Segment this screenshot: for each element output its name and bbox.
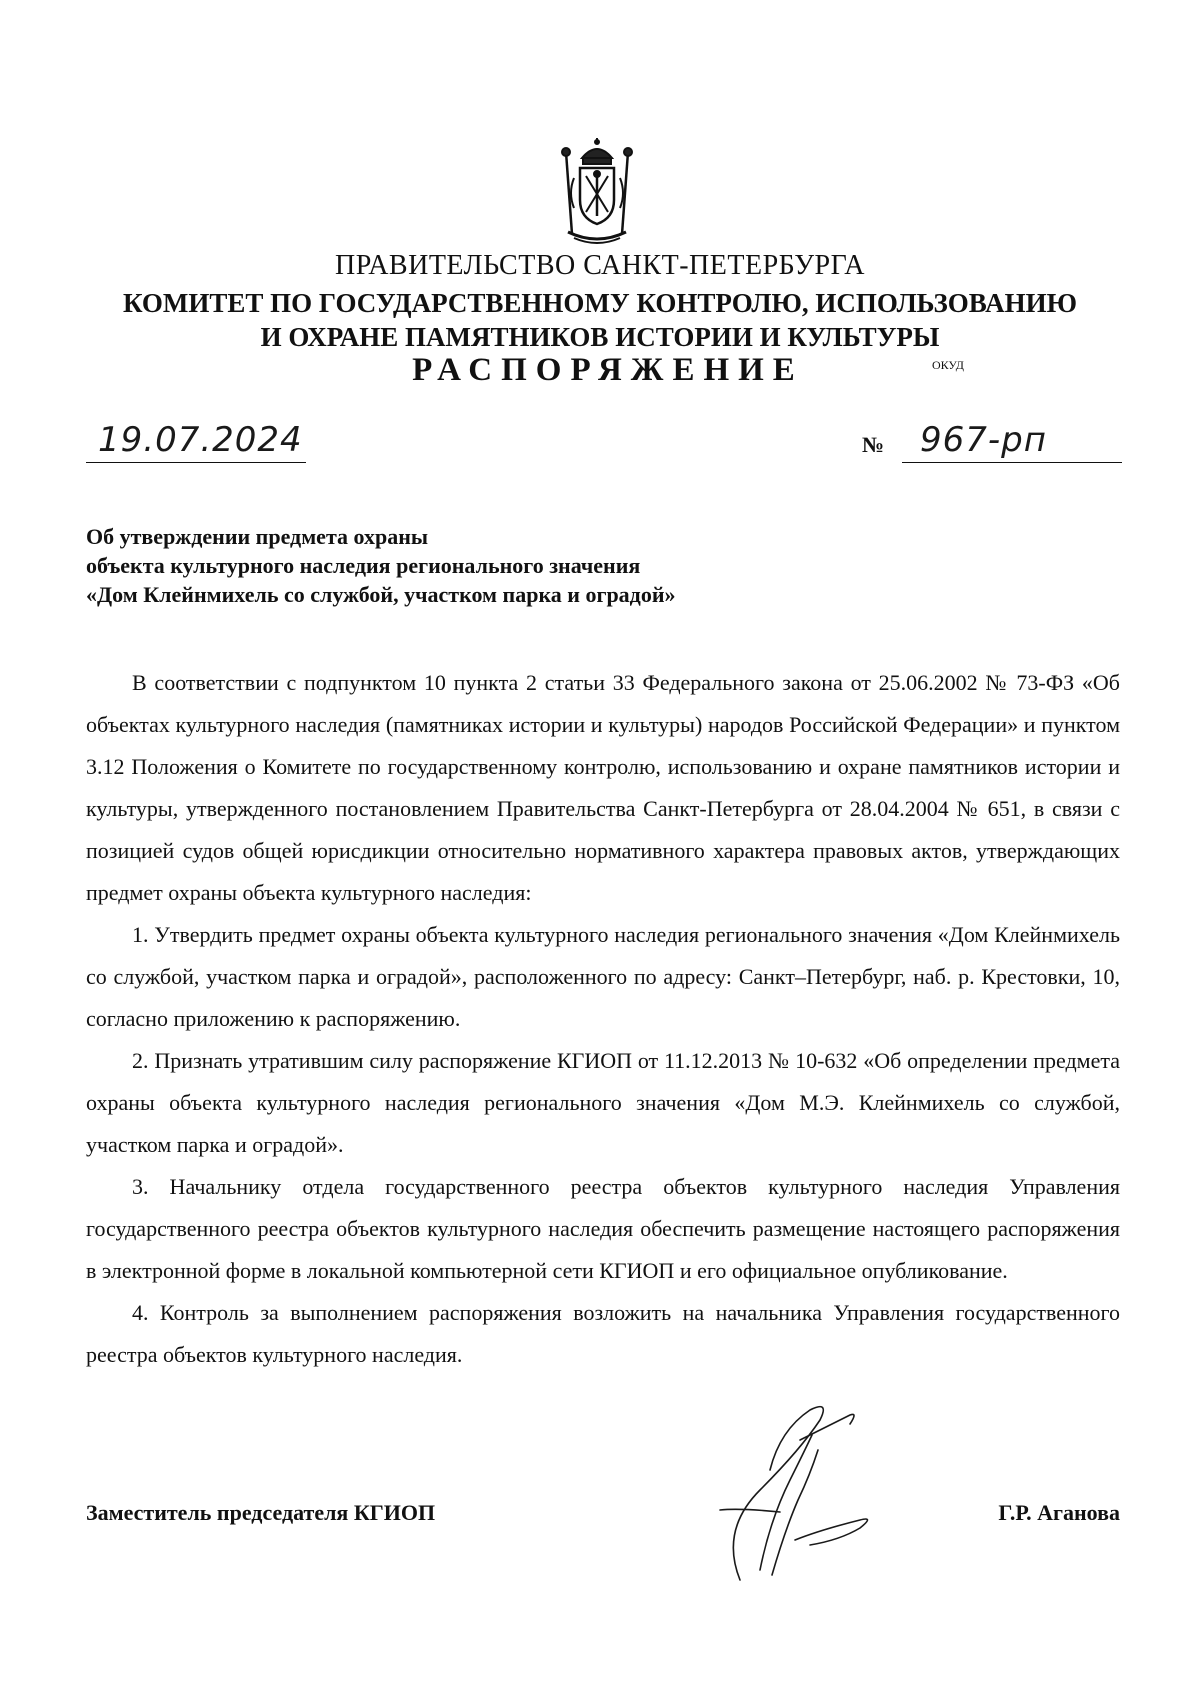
government-title: ПРАВИТЕЛЬСТВО САНКТ-ПЕТЕРБУРГА [335,250,865,281]
subject-line3: «Дом Клейнмихель со службой, участком парка и оградой» [86,582,676,607]
number-sign: № [862,432,885,457]
body-item-4: 4. Контроль за выполнением распоряжения возложить на начальника Управления государственного реестра объектов культурного наследия. [86,1300,1120,1367]
committee-title [0,286,1200,354]
number-field [862,418,1122,462]
committee-title-line2: И ОХРАНЕ ПАМЯТНИКОВ ИСТОРИИ И КУЛЬТУРЫ [260,322,940,352]
subject-line2: объекта культурного наследия регионального значения [86,553,641,578]
committee-title-line1: КОМИТЕТ ПО ГОСУДАРСТВЕННОМУ КОНТРОЛЮ, ИСПОЛЬЗОВАНИЮ [123,288,1077,318]
handwritten-signature-icon [700,1380,900,1590]
document-type: РАСПОРЯЖЕНИЕ [412,352,804,388]
document-body [86,662,1120,1376]
date-field [86,418,306,463]
body-preamble: В соответствии с подпунктом 10 пункта 2 статьи 33 Федерального закона от 25.06.2002 № 73-ФЗ «Об объектах культурного наследия (памятниках истории и культуры) народов Российской Федерации» и пунктом 3.12 Положения о Комитете по государственному контролю, использованию и охране памятников истории и культуры, утвержденного постановлением Правительства Санкт-Петербурга от 28.04.2004 № 651, в связи с позицией судов общей юрисдикции относительно нормативного характера правовых актов, утверждающих предмет охраны объекта культурного наследия: [86,670,1120,905]
document-subject [86,522,676,609]
date-handwritten: 19.07.2024 [98,420,303,460]
coat-of-arms-icon [552,138,642,248]
body-item-3: 3. Начальнику отдела государственного реестра объектов культурного наследия Управления государственного реестра объектов культурного наследия обеспечить размещение настоящего распоряжения в электронной форме в локальной компьютерной сети КГИОП и его официальное опубликование. [86,1174,1120,1283]
number-handwritten: 967-рп [920,420,1047,460]
body-item-2: 2. Признать утратившим силу распоряжение КГИОП от 11.12.2013 № 10-632 «Об определении предмета охраны объекта культурного наследия регионального значения «Дом М.Э. Клейнмихель со службой, участком парка и оградой». [86,1048,1120,1157]
signature-row [86,1500,1120,1540]
okud-label: ОКУД [932,358,964,372]
signer-title: Заместитель председателя КГИОП [86,1500,436,1525]
number-line [902,418,1122,463]
body-item-1: 1. Утвердить предмет охраны объекта культурного наследия регионального значения «Дом Клейнмихель со службой, участком парка и оградой», расположенного по адресу: Санкт–Петербург, наб. р. Крестовки, 10, согласно приложению к распоряжению. [86,922,1120,1031]
subject-line1: Об утверждении предмета охраны [86,524,429,549]
signer-name: Г.Р. Аганова [998,1500,1120,1525]
